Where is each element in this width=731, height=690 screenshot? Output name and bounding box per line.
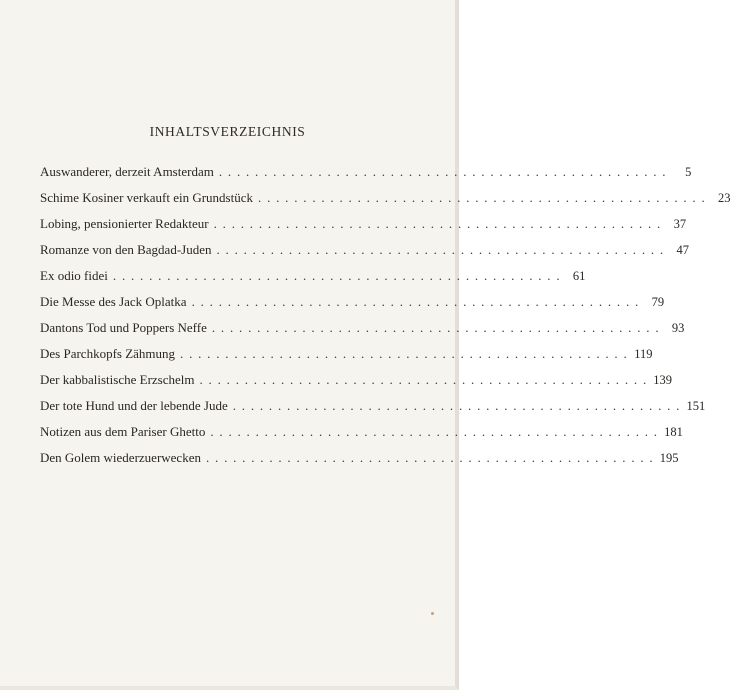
table-of-contents xyxy=(40,164,731,476)
toc-entry-page: 119 xyxy=(634,347,653,361)
toc-entry-title: Romanze von den Bagdad-Juden xyxy=(40,242,212,257)
dot-leader: .................................................. xyxy=(180,346,633,361)
toc-entry-page: 151 xyxy=(686,399,706,413)
dot-leader: .................................................. xyxy=(112,268,566,283)
toc-entry-page: 37 xyxy=(673,217,687,231)
dot-leader: .................................................. xyxy=(191,294,645,309)
toc-entry-page: 47 xyxy=(676,243,689,257)
toc-entry-page: 181 xyxy=(664,425,683,439)
toc-entry xyxy=(40,242,689,268)
dot-leader: .................................................. xyxy=(210,424,663,439)
toc-entry-page: 61 xyxy=(572,269,586,283)
toc-entry xyxy=(40,320,685,346)
toc-entry-title: Die Messe des Jack Oplatka xyxy=(40,294,187,309)
toc-entry-title: Schime Kosiner verkauft ein Grundstück xyxy=(40,190,254,205)
dot-leader: .................................................. xyxy=(213,216,667,231)
dot-leader: .................................................. xyxy=(258,190,711,205)
toc-entry-title: Auswanderer, derzeit Amsterdam xyxy=(40,164,214,179)
page-title: INHALTSVERZEICHNIS xyxy=(149,124,306,139)
dot-leader: .................................................. xyxy=(216,242,669,257)
dot-leader: .................................................. xyxy=(205,450,659,465)
toc-entry-title: Notizen aus dem Pariser Ghetto xyxy=(40,424,206,439)
toc-entry-page: 93 xyxy=(671,321,685,335)
toc-entry-title: Des Parchkopfs Zähmung xyxy=(40,346,176,361)
toc-entry xyxy=(40,346,653,372)
toc-entry-title: Den Golem wiederzuerwecken xyxy=(40,450,201,465)
toc-entry-title: Ex odio fidei xyxy=(40,268,108,283)
toc-entry xyxy=(40,450,679,476)
toc-entry-page: 23 xyxy=(718,191,731,205)
toc-entry xyxy=(40,268,586,294)
toc-entry xyxy=(40,190,731,216)
toc-entry-title: Der tote Hund und der lebende Jude xyxy=(40,398,228,413)
toc-entry-title: Lobing, pensionierter Redakteur xyxy=(40,216,209,231)
dot-leader: .................................................. xyxy=(232,398,686,413)
toc-entry-page: 79 xyxy=(651,295,665,309)
toc-entry-page: 195 xyxy=(659,451,679,465)
toc-entry xyxy=(40,424,683,450)
dot-leader: .................................................. xyxy=(211,320,665,335)
toc-entry xyxy=(40,164,692,190)
dot-leader: .................................................. xyxy=(218,164,672,179)
toc-entry-title: Der kabbalistische Erzschelm xyxy=(40,372,195,387)
toc-entry xyxy=(40,216,687,242)
toc-entry xyxy=(40,294,665,320)
toc-entry xyxy=(40,398,706,424)
toc-entry-page: 139 xyxy=(653,373,672,387)
dot-leader: .................................................. xyxy=(199,372,652,387)
toc-entry-page: 5 xyxy=(685,165,692,179)
toc-entry xyxy=(40,372,672,398)
toc-entry-title: Dantons Tod und Poppers Neffe xyxy=(40,320,207,335)
paper-speck xyxy=(431,612,434,615)
